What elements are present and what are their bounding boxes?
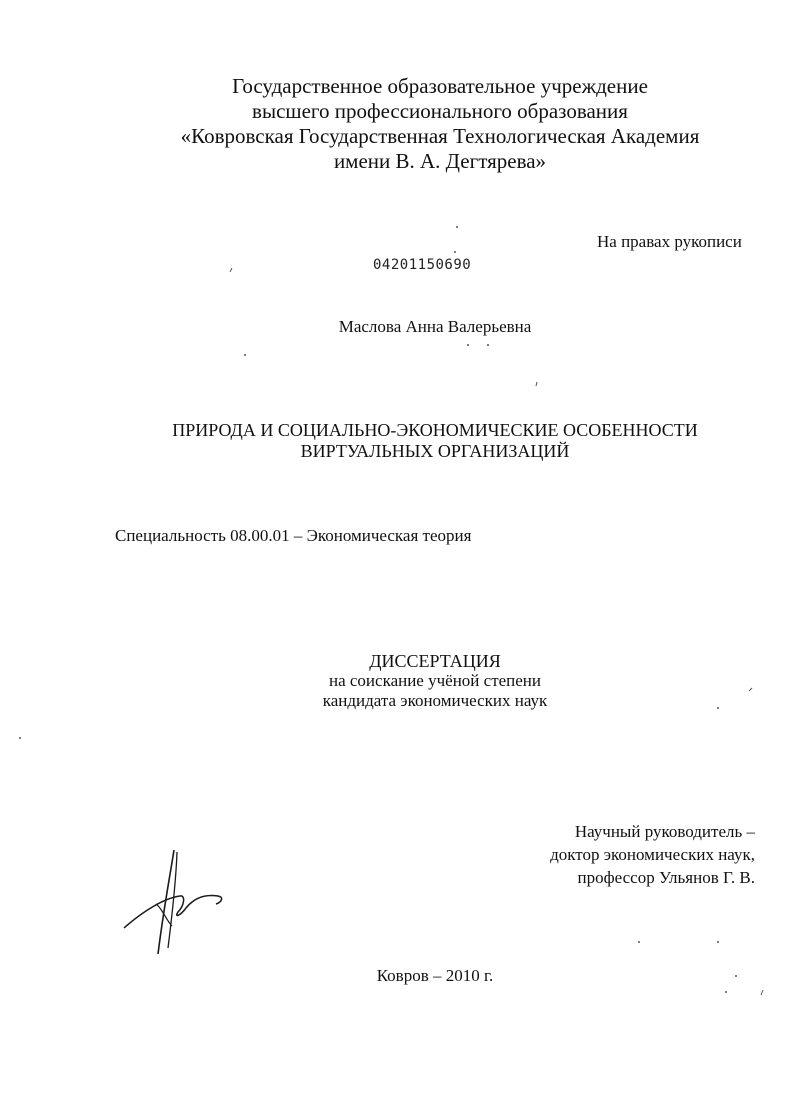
title-line-1: ПРИРОДА И СОЦИАЛЬНО-ЭКОНОМИЧЕСКИЕ ОСОБЕННОСТИ: [172, 420, 698, 440]
supervisor-line-1: Научный руководитель –: [574, 822, 755, 841]
supervisor-line-3: профессор Ульянов Г. В.: [577, 868, 755, 887]
title-line-2: ВИРТУАЛЬНЫХ ОРГАНИЗАЦИЙ: [300, 441, 570, 461]
city-and-year: Ковров – 2010 г.: [376, 966, 494, 985]
specialty-line: Специальность 08.00.01 – Экономическая теория: [115, 526, 472, 545]
institution-line-3: «Ковровская Государственная Технологическая Академия: [180, 124, 700, 148]
supervisor-line-2: доктор экономических наук,: [550, 845, 755, 864]
registration-number: 04201150690: [373, 257, 472, 273]
institution-line-4: имени В. А. Дегтярева»: [333, 149, 547, 173]
degree-heading: ДИССЕРТАЦИЯ: [369, 651, 501, 671]
degree-line-1: на соискание учёной степени: [328, 671, 542, 690]
degree-line-2: кандидата экономических наук: [322, 691, 548, 710]
institution-line-2: высшего профессионального образования: [252, 99, 628, 123]
institution-line-1: Государственное образовательное учреждение: [232, 74, 648, 98]
manuscript-rights-note: На правах рукописи: [597, 232, 742, 251]
author-name: Маслова Анна Валерьевна: [338, 317, 532, 336]
